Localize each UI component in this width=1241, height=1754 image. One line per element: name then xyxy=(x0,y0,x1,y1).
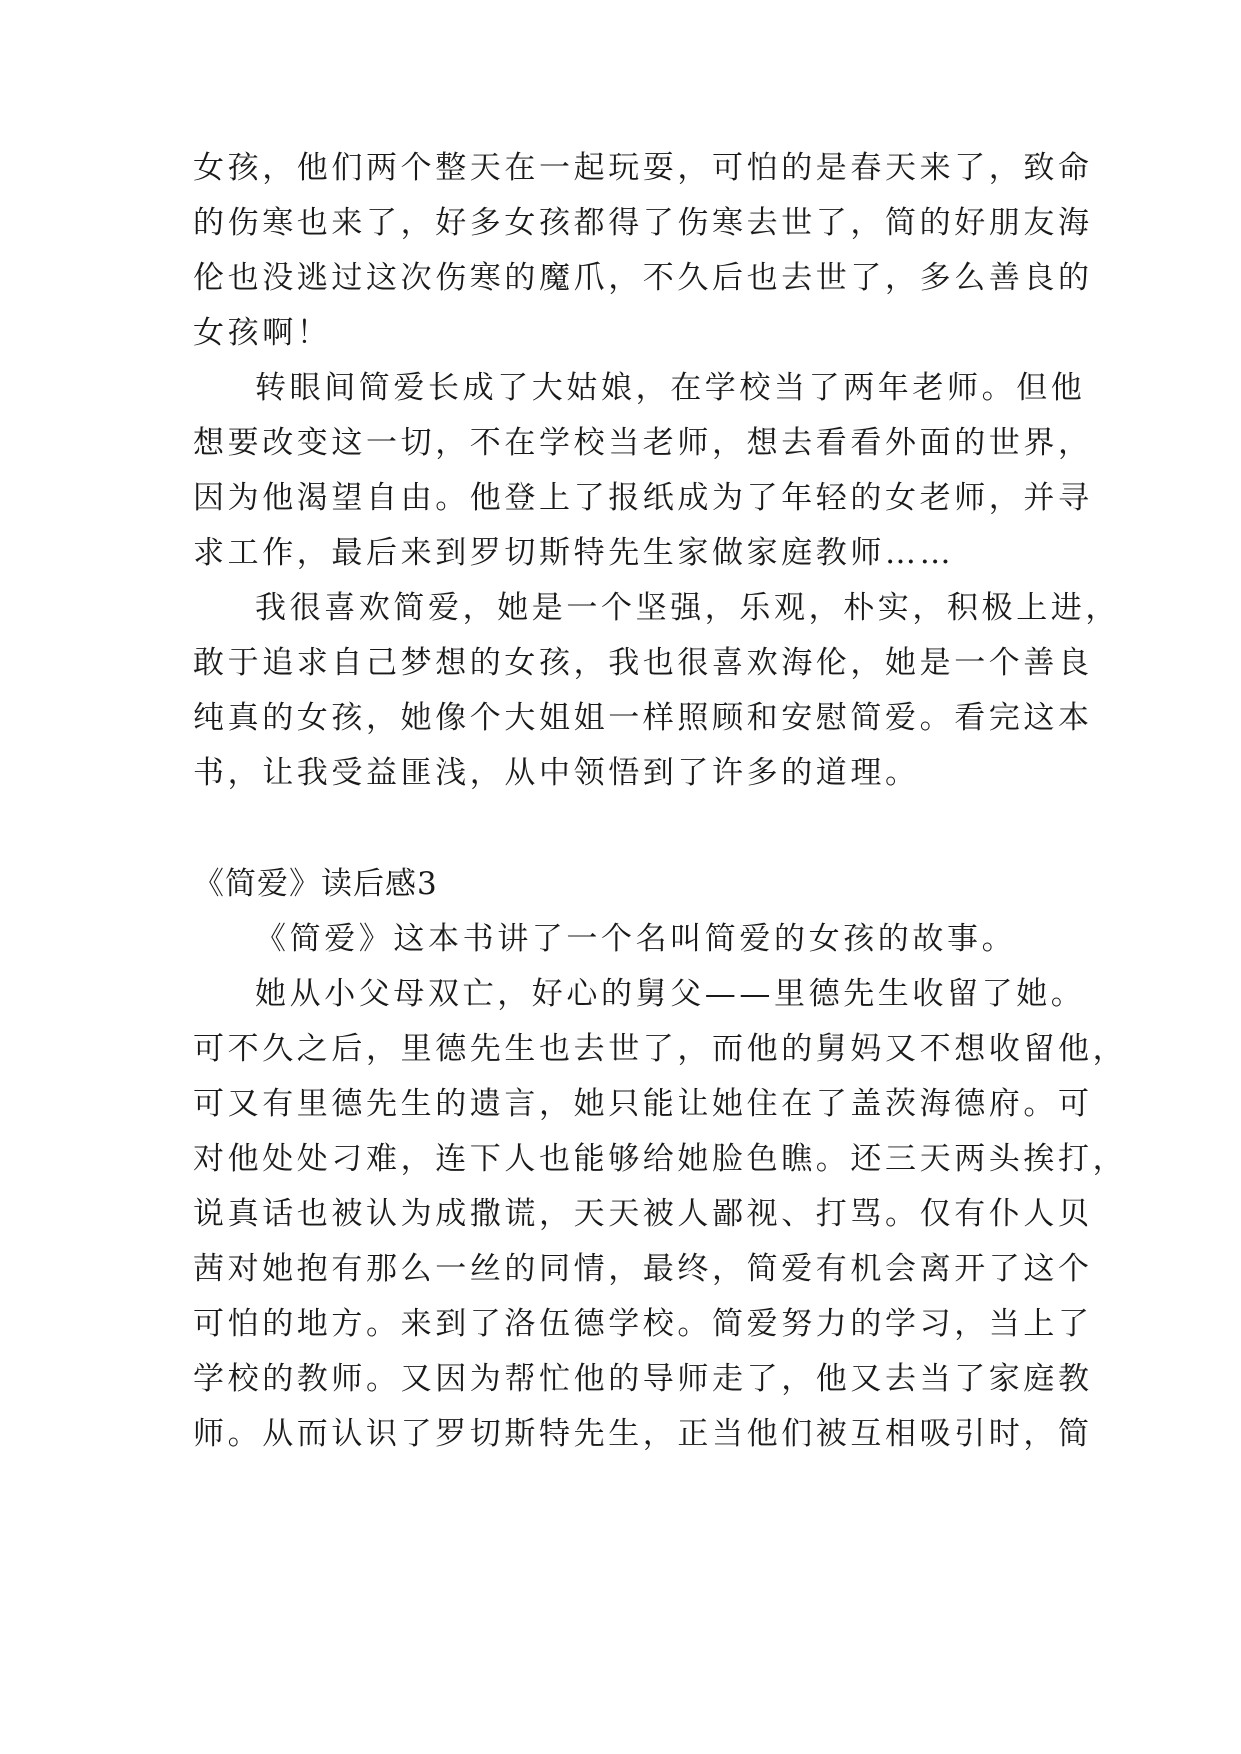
paragraph-line: 敢于追求自己梦想的女孩，我也很喜欢海伦，她是一个善良 xyxy=(193,645,1093,681)
paragraph-line: 对他处处刁难，连下人也能够给她脸色瞧。还三天两头挨打， xyxy=(193,1141,1128,1177)
paragraph-line: 师。从而认识了罗切斯特先生，正当他们被互相吸引时，简 xyxy=(193,1416,1093,1452)
paragraph-line: 求工作，最后来到罗切斯特先生家做家庭教师…… xyxy=(193,535,955,571)
paragraph-line: 女孩啊！ xyxy=(193,315,332,351)
paragraph-line: 伦也没逃过这次伤寒的魔爪，不久后也去世了，多么善良的 xyxy=(193,260,1093,296)
paragraph-line: 书，让我受益匪浅，从中领悟到了许多的道理。 xyxy=(193,755,920,791)
paragraph-line: 转眼间简爱长成了大姑娘，在学校当了两年老师。但他 xyxy=(255,370,1086,406)
paragraph-line: 可怕的地方。来到了洛伍德学校。简爱努力的学习，当上了 xyxy=(193,1306,1093,1342)
paragraph-line: 我很喜欢简爱，她是一个坚强，乐观，朴实，积极上进， xyxy=(255,590,1120,626)
paragraph-line: 学校的教师。又因为帮忙他的导师走了，他又去当了家庭教 xyxy=(193,1361,1093,1397)
paragraph-line: 她从小父母双亡，好心的舅父——里德先生收留了她。 xyxy=(255,976,1086,1012)
paragraph-line: 《简爱》这本书讲了一个名叫简爱的女孩的故事。 xyxy=(255,921,1017,957)
paragraph-line: 的伤寒也来了，好多女孩都得了伤寒去世了，简的好朋友海 xyxy=(193,205,1093,241)
section-heading: 《简爱》读后感3 xyxy=(193,866,438,902)
paragraph-line: 纯真的女孩，她像个大姐姐一样照顾和安慰简爱。看完这本 xyxy=(193,700,1093,736)
paragraph-line: 茜对她抱有那么一丝的同情，最终，简爱有机会离开了这个 xyxy=(193,1251,1093,1287)
paragraph-line: 女孩，他们两个整天在一起玩耍，可怕的是春天来了，致命 xyxy=(193,150,1093,186)
paragraph-line: 说真话也被认为成撒谎，天天被人鄙视、打骂。仅有仆人贝 xyxy=(193,1196,1093,1232)
paragraph-line: 因为他渴望自由。他登上了报纸成为了年轻的女老师，并寻 xyxy=(193,480,1093,516)
paragraph-line: 可不久之后，里德先生也去世了，而他的舅妈又不想收留他， xyxy=(193,1031,1128,1067)
paragraph-line: 想要改变这一切，不在学校当老师，想去看看外面的世界， xyxy=(193,425,1093,461)
paragraph-line: 可又有里德先生的遗言，她只能让她住在了盖茨海德府。可 xyxy=(193,1086,1093,1122)
